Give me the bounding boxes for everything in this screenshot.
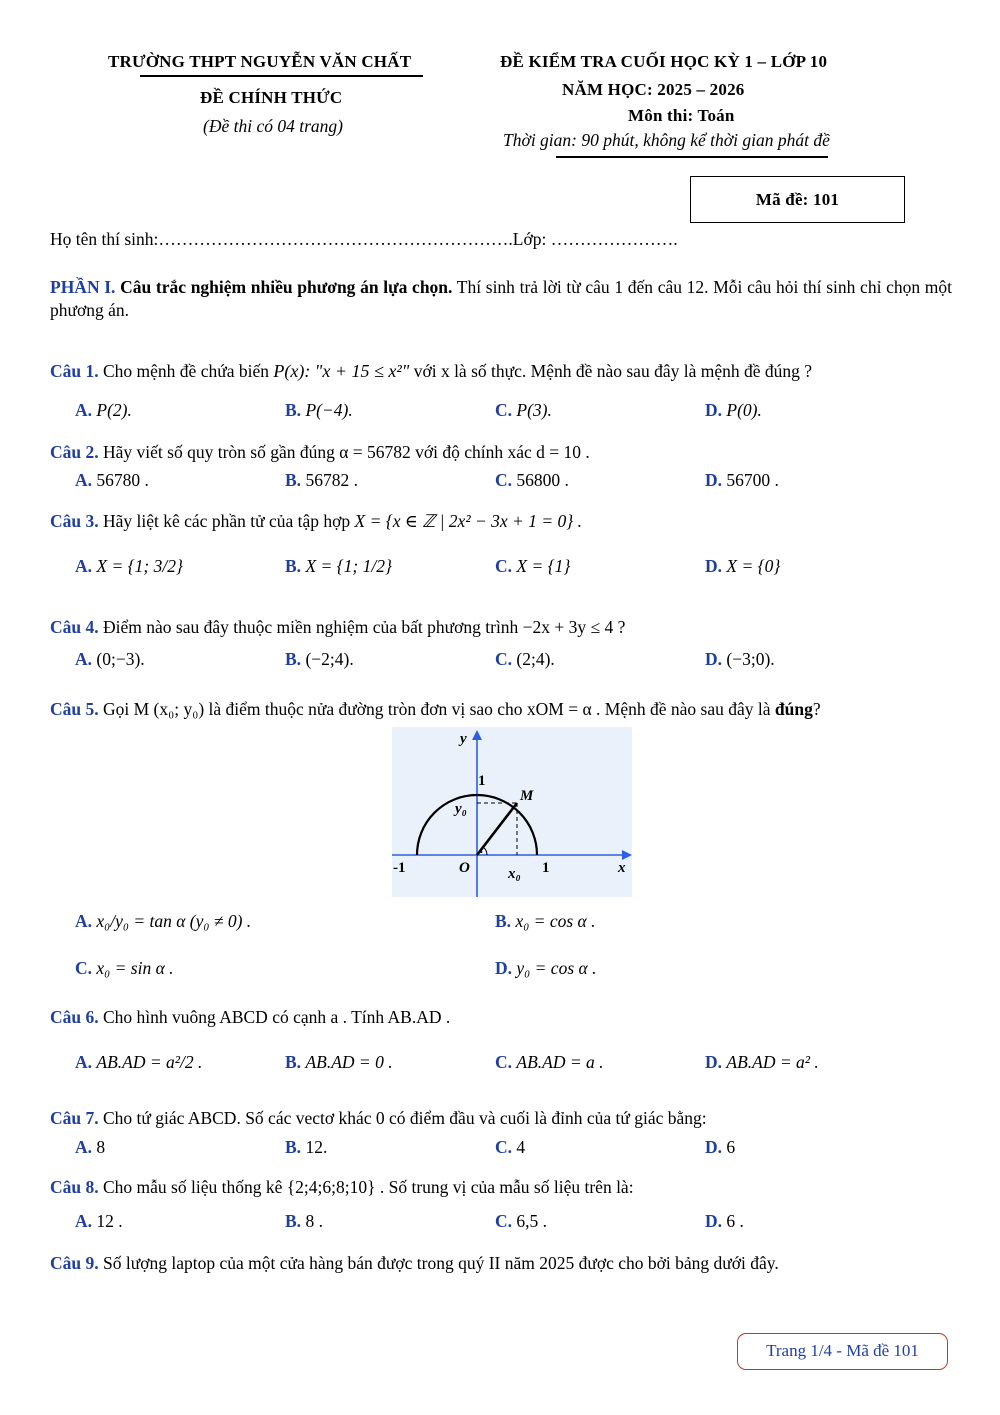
q3-option-b[interactable]: B. X = {1; 1/2} (285, 556, 392, 576)
exam-title: ĐỀ KIỂM TRA CUỐI HỌC KỲ 1 – LỚP 10 (500, 52, 828, 71)
q2-option-a[interactable]: A. 56780 . (75, 470, 149, 490)
question-9: Câu 9. Số lượng laptop của một cửa hàng bán được trong quý II năm 2025 được cho bởi bảng dưới đây. (50, 1253, 779, 1273)
q3-option-a[interactable]: A. X = {1; 3/2} (75, 556, 183, 576)
official-label: ĐỀ CHÍNH THỨC (200, 88, 343, 107)
q6-option-c[interactable]: C. AB.AD = a . (495, 1052, 604, 1072)
fig-label-minus1: -1 (393, 860, 406, 876)
q1-option-b[interactable]: B. P(−4). (285, 400, 353, 420)
svg-text:•: • (480, 848, 483, 857)
part1-label: PHẦN I. (50, 277, 116, 297)
question-1: Câu 1. Cho mệnh đề chứa biến P(x): "x + 15 ≤ x²" với x là số thực. Mệnh đề nào sau đây là mệnh đề đúng ? (50, 361, 812, 381)
exam-time: Thời gian: 90 phút, không kể thời gian phát đề (503, 130, 830, 150)
exam-code: Mã đề: 101 (755, 190, 840, 209)
school-underline (140, 75, 423, 77)
question-2: Câu 2. Hãy viết số quy tròn số gần đúng α = 56782 với độ chính xác d = 10 . (50, 442, 590, 462)
q5-option-d[interactable]: D. y₀ = cos α . (495, 958, 597, 978)
question-8: Câu 8. Cho mẫu số liệu thống kê {2;4;6;8;10} . Số trung vị của mẫu số liệu trên là: (50, 1177, 634, 1197)
fig-label-one-y: 1 (478, 773, 486, 789)
question-3: Câu 3. Hãy liệt kê các phần tử của tập hợp X = {x ∈ ℤ | 2x² − 3x + 1 = 0} . (50, 511, 583, 531)
q2-option-c[interactable]: C. 56800 . (495, 470, 569, 490)
q6-option-d[interactable]: D. AB.AD = a² . (705, 1052, 819, 1072)
q8-option-a[interactable]: A. 12 . (75, 1211, 123, 1231)
q4-option-d[interactable]: D. (−3;0). (705, 649, 775, 669)
part1-title: Câu trắc nghiệm nhiều phương án lựa chọn. (120, 277, 453, 297)
pages-note: (Đề thi có 04 trang) (203, 116, 343, 136)
question-7: Câu 7. Cho tứ giác ABCD. Số các vectơ khác 0 có điểm đầu và cuối là đỉnh của tứ giác bằng: (50, 1108, 707, 1128)
q4-option-b[interactable]: B. (−2;4). (285, 649, 354, 669)
question-5: Câu 5. Gọi M (x₀; y₀) là điểm thuộc nửa đường tròn đơn vị sao cho xOM = α . Mệnh đề nào sau đây là đúng? (50, 699, 821, 719)
q5-option-c[interactable]: C. x₀ = sin α . (75, 958, 174, 978)
q6-option-a[interactable]: A. AB.AD = a²/2 . (75, 1052, 203, 1072)
q3-option-d[interactable]: D. X = {0} (705, 556, 781, 576)
q4-option-c[interactable]: C. (2;4). (495, 649, 555, 669)
fig-label-y0: y₀ (455, 801, 467, 817)
part1-text: Thí sinh trả lời từ câu 1 đến câu 12. Mỗi câu hỏi thí sinh chỉ chọn một phương án. (50, 277, 953, 320)
question-4: Câu 4. Điểm nào sau đây thuộc miền nghiệm của bất phương trình −2x + 3y ≤ 4 ? (50, 617, 626, 637)
q1-option-d[interactable]: D. P(0). (705, 400, 762, 420)
unit-circle-svg (392, 727, 632, 897)
fig-label-O: O (459, 860, 470, 876)
page-footer: Trang 1/4 - Mã đề 101 (737, 1333, 948, 1370)
subject: Môn thi: Toán (628, 106, 735, 125)
fig-label-one-x: 1 (542, 860, 550, 876)
q7-option-d[interactable]: D. 6 (705, 1137, 736, 1157)
q5-option-b[interactable]: B. x₀ = cos α . (495, 911, 596, 931)
time-underline (556, 156, 828, 158)
q7-option-a[interactable]: A. 8 (75, 1137, 106, 1157)
fig-label-x: x (618, 860, 626, 876)
q3-option-c[interactable]: C. X = {1} (495, 556, 571, 576)
q8-option-d[interactable]: D. 6 . (705, 1211, 744, 1231)
q5-option-a[interactable]: A. x₀/y₀ = tan α (y₀ ≠ 0) . (75, 911, 252, 931)
q7-option-b[interactable]: B. 12. (285, 1137, 328, 1157)
school-name: TRƯỜNG THPT NGUYỄN VĂN CHẤT (108, 52, 412, 71)
question-6: Câu 6. Cho hình vuông ABCD có cạnh a . Tính AB.AD . (50, 1007, 451, 1027)
fig-label-y: y (460, 731, 467, 747)
q8-option-b[interactable]: B. 8 . (285, 1211, 323, 1231)
q8-option-c[interactable]: C. 6,5 . (495, 1211, 548, 1231)
student-info (50, 229, 678, 250)
part1-instruction (50, 276, 952, 322)
q7-option-c[interactable]: C. 4 (495, 1137, 526, 1157)
unit-circle-figure (392, 727, 632, 897)
q6-option-b[interactable]: B. AB.AD = 0 . (285, 1052, 393, 1072)
student-name-field: Họ tên thí sinh:……………………………………………………. (50, 229, 513, 249)
school-year: NĂM HỌC: 2025 – 2026 (562, 80, 745, 99)
q4-option-a[interactable]: A. (0;−3). (75, 649, 145, 669)
fig-label-x0: x₀ (508, 866, 521, 882)
student-class-field: Lớp: …………………. (512, 229, 678, 249)
fig-label-M: M (520, 788, 534, 804)
q2-option-d[interactable]: D. 56700 . (705, 470, 779, 490)
exam-code-box (690, 176, 905, 223)
q2-option-b[interactable]: B. 56782 . (285, 470, 358, 490)
q1-option-a[interactable]: A. P(2). (75, 400, 132, 420)
q1-option-c[interactable]: C. P(3). (495, 400, 552, 420)
